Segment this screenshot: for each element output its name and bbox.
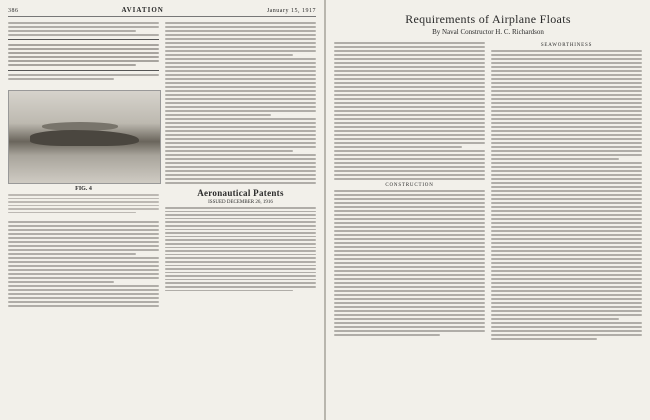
text-line	[8, 78, 114, 80]
text-line	[491, 210, 642, 212]
text-line	[165, 166, 316, 168]
text-line	[491, 78, 642, 80]
text-line	[8, 285, 159, 287]
text-line	[165, 62, 316, 64]
text-line	[165, 42, 316, 44]
text-line	[334, 238, 485, 240]
text-line	[334, 310, 485, 312]
text-line	[8, 44, 159, 46]
text-line	[334, 334, 440, 336]
text-line	[8, 208, 159, 210]
text-line	[491, 54, 642, 56]
text-line	[334, 326, 485, 328]
text-line	[8, 56, 159, 58]
text-line	[165, 106, 316, 108]
text-line	[8, 26, 159, 28]
left-page-header	[8, 6, 316, 17]
right-column-1	[334, 40, 485, 342]
text-line	[8, 237, 159, 239]
subhead-construction: CONSTRUCTION	[385, 183, 434, 188]
text-line	[334, 58, 485, 60]
text-line	[491, 126, 642, 128]
article-byline: By Naval Constructor H. C. Richardson	[432, 28, 544, 36]
text-line	[334, 290, 485, 292]
text-line	[334, 166, 485, 168]
text-line	[491, 118, 642, 120]
text-line	[8, 201, 159, 203]
text-line	[491, 114, 642, 116]
text-line	[165, 46, 316, 48]
text-line	[8, 273, 159, 275]
text-line	[491, 326, 642, 328]
text-line	[165, 254, 316, 256]
text-line	[334, 246, 485, 248]
text-line	[165, 268, 316, 270]
text-line	[8, 301, 159, 303]
right-column-2	[491, 40, 642, 342]
text-line	[165, 225, 316, 227]
text-line	[334, 314, 485, 316]
text-line	[491, 122, 642, 124]
text-line	[491, 194, 642, 196]
text-line	[165, 130, 316, 132]
text-line	[334, 302, 485, 304]
text-line	[8, 277, 159, 279]
text-line	[334, 218, 485, 220]
text-line	[491, 62, 642, 64]
text-line	[491, 294, 642, 296]
right-page	[326, 0, 650, 420]
text-line	[334, 202, 485, 204]
text-line	[165, 170, 316, 172]
text-line	[165, 34, 316, 36]
text-line	[491, 186, 642, 188]
text-line	[8, 60, 159, 62]
text-line	[491, 314, 642, 316]
text-line	[334, 274, 485, 276]
text-line	[165, 74, 316, 76]
text-line	[491, 86, 642, 88]
text-line	[334, 42, 485, 44]
text-line	[334, 122, 485, 124]
text-line	[165, 58, 316, 60]
text-line	[334, 306, 485, 308]
text-line	[491, 162, 642, 164]
text-line	[8, 249, 159, 251]
text-line	[334, 126, 485, 128]
text-line	[334, 322, 485, 324]
text-line	[8, 52, 159, 54]
text-line	[491, 218, 642, 220]
text-line	[334, 222, 485, 224]
left-page-columns	[8, 20, 316, 309]
text-line	[334, 134, 485, 136]
text-line	[165, 229, 316, 231]
text-line	[334, 98, 485, 100]
text-line	[334, 154, 485, 156]
text-line	[334, 258, 485, 260]
text-line	[491, 302, 642, 304]
text-line	[491, 110, 642, 112]
text-line	[165, 122, 316, 124]
text-line	[334, 178, 485, 180]
text-line	[491, 242, 642, 244]
text-line	[165, 158, 316, 160]
text-line	[491, 254, 642, 256]
text-line	[8, 194, 159, 196]
text-line	[334, 298, 485, 300]
text-line	[165, 174, 316, 176]
text-line	[334, 230, 485, 232]
text-line	[165, 102, 316, 104]
text-line	[334, 266, 485, 268]
text-line	[165, 211, 316, 213]
text-line	[334, 198, 485, 200]
text-line	[491, 258, 642, 260]
figure-label: FIG. 4	[75, 186, 92, 192]
text-line	[334, 82, 485, 84]
text-line	[8, 22, 159, 24]
text-line	[8, 229, 159, 231]
text-line	[334, 330, 485, 332]
right-page-columns	[334, 40, 642, 342]
text-line	[165, 118, 316, 120]
text-line	[165, 243, 316, 245]
text-line	[491, 150, 642, 152]
text-line	[334, 118, 485, 120]
text-line	[491, 306, 642, 308]
text-line	[491, 318, 619, 320]
text-line	[165, 218, 316, 220]
text-line	[334, 146, 462, 148]
text-line	[334, 158, 485, 160]
text-line	[491, 246, 642, 248]
text-line	[165, 110, 316, 112]
text-line	[491, 286, 642, 288]
text-line	[334, 94, 485, 96]
text-line	[165, 150, 293, 152]
text-line	[491, 174, 642, 176]
text-line	[491, 98, 642, 100]
text-line	[491, 266, 642, 268]
text-line	[8, 293, 159, 295]
text-line	[491, 158, 619, 160]
text-line	[165, 279, 316, 281]
text-line	[8, 34, 159, 36]
text-line	[165, 182, 316, 184]
text-line	[165, 236, 316, 238]
text-line	[491, 338, 597, 340]
text-line	[491, 130, 642, 132]
text-line	[491, 182, 642, 184]
text-line	[491, 234, 642, 236]
text-line	[491, 322, 642, 324]
text-line	[165, 207, 316, 209]
text-line	[165, 142, 316, 144]
text-line	[165, 290, 293, 292]
subhead-seaworthiness: SEAWORTHINESS	[540, 43, 593, 48]
text-line	[8, 205, 159, 207]
text-line	[334, 270, 485, 272]
text-line	[334, 78, 485, 80]
text-line	[491, 102, 642, 104]
page-number: 386	[8, 8, 19, 14]
text-line	[491, 206, 642, 208]
left-column-1	[8, 20, 159, 309]
text-line	[334, 74, 485, 76]
text-line	[8, 221, 159, 223]
text-line	[491, 334, 642, 336]
text-line	[491, 222, 642, 224]
patents-section-title: Aeronautical Patents	[197, 188, 284, 198]
text-line	[491, 226, 642, 228]
text-line	[491, 274, 642, 276]
text-line	[334, 106, 485, 108]
text-line	[491, 142, 642, 144]
text-line	[8, 289, 159, 291]
text-line	[491, 138, 642, 140]
text-line	[165, 86, 316, 88]
text-line	[491, 282, 642, 284]
text-line	[491, 238, 642, 240]
text-line	[165, 239, 316, 241]
text-line	[165, 134, 316, 136]
text-line	[334, 130, 485, 132]
text-line	[334, 150, 485, 152]
text-line	[8, 269, 159, 271]
text-line	[334, 62, 485, 64]
text-line	[334, 318, 485, 320]
text-line	[165, 22, 316, 24]
text-line	[334, 242, 485, 244]
text-line	[165, 82, 316, 84]
text-line	[334, 262, 485, 264]
article-title: Requirements of Airplane Floats	[405, 12, 571, 26]
text-line	[8, 281, 114, 283]
text-line	[8, 253, 136, 255]
text-line	[491, 262, 642, 264]
text-line	[334, 210, 485, 212]
text-line	[165, 50, 316, 52]
text-line	[8, 30, 136, 32]
text-line	[334, 170, 485, 172]
text-line	[491, 270, 642, 272]
data-table	[8, 39, 159, 71]
text-line	[165, 98, 316, 100]
text-line	[165, 78, 316, 80]
text-line	[334, 110, 485, 112]
text-line	[334, 226, 485, 228]
text-line	[334, 294, 485, 296]
text-line	[8, 265, 159, 267]
issue-date: January 15, 1917	[266, 8, 316, 14]
text-line	[8, 233, 159, 235]
text-line	[8, 74, 159, 76]
text-line	[491, 74, 642, 76]
text-line	[491, 90, 642, 92]
text-line	[334, 66, 485, 68]
text-line	[334, 102, 485, 104]
text-line	[491, 154, 642, 156]
text-line	[334, 278, 485, 280]
text-line	[165, 90, 316, 92]
text-line	[491, 166, 642, 168]
text-line	[334, 50, 485, 52]
text-line	[491, 190, 642, 192]
text-line	[491, 58, 642, 60]
text-line	[165, 94, 316, 96]
text-line	[491, 250, 642, 252]
text-line	[165, 261, 316, 263]
text-line	[165, 26, 316, 28]
patents-section-subtitle: ISSUED DECEMBER 26, 1916	[208, 200, 273, 205]
text-line	[165, 30, 316, 32]
text-line	[165, 178, 316, 180]
float-hull-shape	[30, 130, 139, 147]
text-line	[8, 225, 159, 227]
text-line	[165, 214, 316, 216]
text-line	[491, 202, 642, 204]
text-line	[8, 257, 159, 259]
text-line	[165, 38, 316, 40]
left-page	[0, 0, 324, 420]
text-line	[334, 194, 485, 196]
text-line	[334, 234, 485, 236]
text-line	[491, 290, 642, 292]
text-line	[8, 261, 159, 263]
text-line	[334, 206, 485, 208]
text-line	[165, 138, 316, 140]
text-line	[165, 221, 316, 223]
text-line	[165, 146, 316, 148]
text-line	[491, 82, 642, 84]
text-line	[334, 46, 485, 48]
text-line	[491, 278, 642, 280]
text-line	[165, 232, 316, 234]
text-line	[334, 114, 485, 116]
text-line	[491, 94, 642, 96]
text-line	[165, 66, 316, 68]
text-line	[334, 86, 485, 88]
text-line	[334, 250, 485, 252]
text-line	[165, 126, 316, 128]
text-line	[491, 66, 642, 68]
text-line	[491, 134, 642, 136]
text-line	[165, 257, 316, 259]
text-line	[165, 282, 316, 284]
text-line	[491, 106, 642, 108]
patents-list	[165, 207, 316, 291]
text-line	[491, 230, 642, 232]
text-line	[165, 275, 316, 277]
text-line	[165, 272, 316, 274]
text-line	[334, 70, 485, 72]
text-line	[165, 250, 316, 252]
text-line	[491, 214, 642, 216]
text-line	[334, 90, 485, 92]
text-line	[334, 174, 485, 176]
text-line	[8, 305, 159, 307]
text-line	[491, 170, 642, 172]
text-line	[165, 70, 316, 72]
text-line	[165, 265, 316, 267]
text-line	[334, 138, 485, 140]
text-line	[334, 142, 485, 144]
left-column-2	[165, 20, 316, 309]
text-line	[165, 162, 316, 164]
text-line	[8, 48, 159, 50]
text-line	[491, 198, 642, 200]
float-photograph	[8, 90, 161, 184]
text-line	[8, 212, 136, 214]
text-line	[165, 154, 316, 156]
text-line	[165, 286, 316, 288]
text-line	[165, 54, 293, 56]
text-line	[334, 214, 485, 216]
text-line	[491, 146, 642, 148]
text-line	[491, 298, 642, 300]
text-line	[491, 310, 642, 312]
figure-caption	[8, 194, 159, 213]
text-line	[334, 282, 485, 284]
text-line	[334, 286, 485, 288]
text-line	[165, 247, 316, 249]
text-line	[334, 162, 485, 164]
text-line	[165, 114, 271, 116]
masthead: AVIATION	[121, 6, 164, 14]
text-line	[491, 70, 642, 72]
text-line	[491, 50, 642, 52]
text-line	[491, 178, 642, 180]
text-line	[8, 198, 159, 200]
text-line	[8, 241, 159, 243]
text-line	[334, 54, 485, 56]
text-line	[8, 64, 136, 66]
text-line	[334, 190, 485, 192]
text-line	[8, 245, 159, 247]
text-line	[8, 297, 159, 299]
text-line	[491, 330, 642, 332]
text-line	[334, 254, 485, 256]
